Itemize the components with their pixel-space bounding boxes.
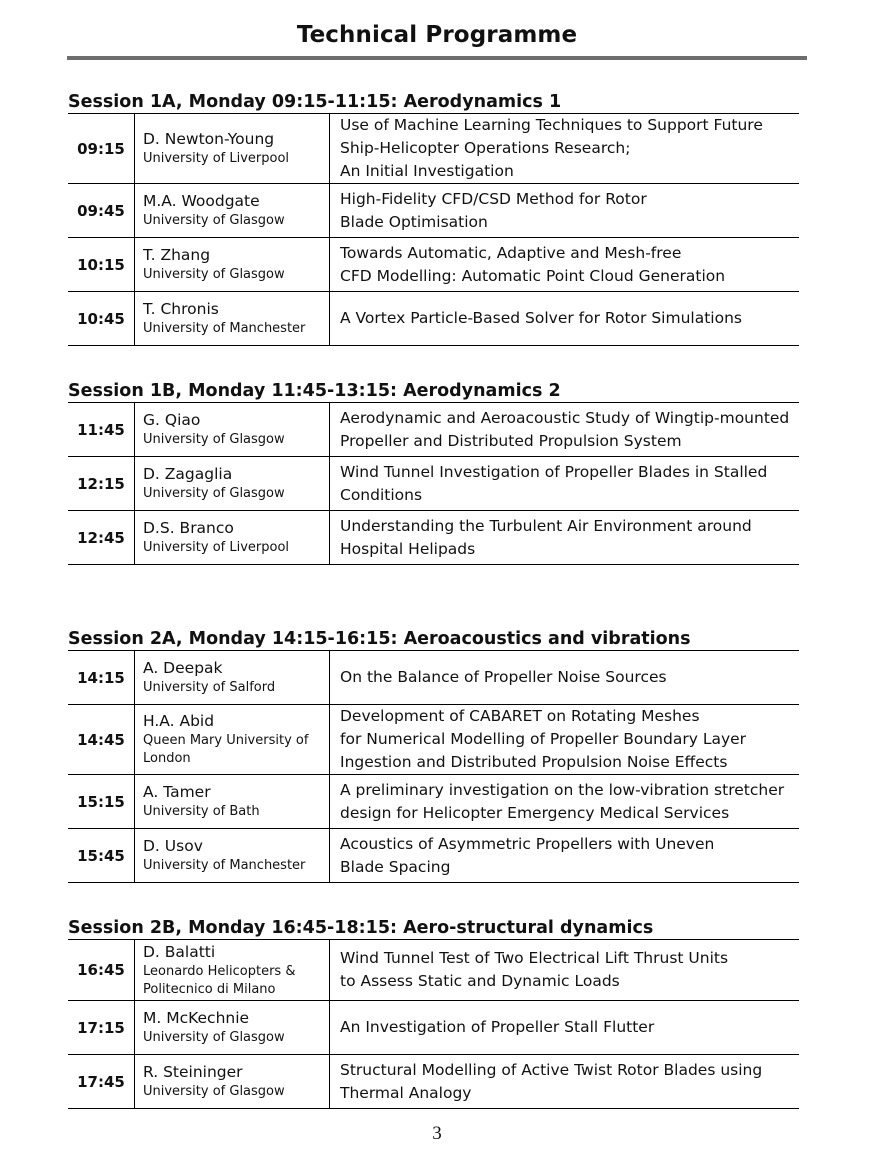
session-title: Session 2B, Monday 16:45-18:15: Aero-structural dynamics <box>68 918 654 938</box>
talk-time: 10:45 <box>68 292 135 346</box>
table-row <box>68 940 799 1001</box>
speaker-cell <box>135 403 330 457</box>
speaker-affiliation: Politecnico di Milano <box>143 981 276 997</box>
talk-title-line: An Investigation of Propeller Stall Flutter <box>340 1018 655 1036</box>
speaker-name: D.S. Branco <box>143 519 234 537</box>
speaker-affiliation: University of Glasgow <box>143 1030 285 1045</box>
table-row <box>68 238 799 292</box>
speaker-affiliation: London <box>143 751 191 766</box>
table-row <box>68 1001 799 1055</box>
talk-time: 15:15 <box>68 775 135 829</box>
speaker-name: M.A. Woodgate <box>143 192 260 210</box>
session-title: Session 1B, Monday 11:45-13:15: Aerodynamics 2 <box>68 381 561 401</box>
speaker-affiliation: University of Salford <box>143 680 276 695</box>
talk-title-cell <box>330 1055 800 1109</box>
table-row <box>68 775 799 829</box>
talk-time: 12:15 <box>68 457 135 511</box>
table-row <box>68 1055 799 1109</box>
table-row <box>68 184 799 238</box>
session-block <box>68 380 799 565</box>
talk-title-cell <box>330 1001 800 1055</box>
speaker-affiliation: University of Liverpool <box>143 540 290 555</box>
table-row <box>68 511 799 565</box>
talk-title-line: Towards Automatic, Adaptive and Mesh-free <box>340 243 682 262</box>
talk-time: 12:45 <box>68 511 135 565</box>
table-row <box>68 292 799 346</box>
talk-title-cell <box>330 829 800 883</box>
speaker-cell <box>135 238 330 292</box>
talk-time: 15:45 <box>68 829 135 883</box>
speaker-name: A. Deepak <box>143 659 223 677</box>
speaker-cell <box>135 705 330 775</box>
talk-title-line: An Initial Investigation <box>340 162 514 180</box>
title-divider <box>67 56 807 60</box>
talk-title-cell <box>330 403 800 457</box>
speaker-affiliation: University of Liverpool <box>143 151 290 166</box>
talk-time: 17:45 <box>68 1055 135 1109</box>
speaker-cell <box>135 940 330 1001</box>
table-row <box>68 705 799 775</box>
talk-title-line: Hospital Helipads <box>340 539 476 558</box>
talk-title-line: Structural Modelling of Active Twist Rotor Blades using <box>340 1060 763 1079</box>
table-row <box>68 114 799 184</box>
talk-time: 10:15 <box>68 238 135 292</box>
talk-title-line: for Numerical Modelling of Propeller Boundary Layer <box>340 730 747 748</box>
table-row <box>68 403 799 457</box>
speaker-name: D. Usov <box>143 837 203 855</box>
speaker-cell <box>135 184 330 238</box>
talk-title-line: Wind Tunnel Investigation of Propeller Blades in Stalled <box>340 462 768 481</box>
talk-title-line: Understanding the Turbulent Air Environment around <box>340 516 752 535</box>
talk-time: 11:45 <box>68 403 135 457</box>
talk-time: 14:15 <box>68 651 135 705</box>
speaker-cell <box>135 114 330 184</box>
talk-time: 16:45 <box>68 940 135 1001</box>
session-table <box>68 402 799 565</box>
speaker-name: D. Newton-Young <box>143 130 275 148</box>
speaker-cell <box>135 651 330 705</box>
speaker-cell <box>135 292 330 346</box>
talk-title-cell <box>330 114 800 184</box>
session-title: Session 2A, Monday 14:15-16:15: Aeroacoustics and vibrations <box>68 629 691 649</box>
speaker-cell <box>135 457 330 511</box>
speaker-affiliation: University of Glasgow <box>143 486 285 501</box>
speaker-cell <box>135 511 330 565</box>
speaker-cell <box>135 829 330 883</box>
talk-title-line: design for Helicopter Emergency Medical Services <box>340 803 730 822</box>
speaker-affiliation: Queen Mary University of <box>143 733 309 748</box>
session-table <box>68 939 799 1109</box>
table-row <box>68 829 799 883</box>
speaker-affiliation: University of Manchester <box>143 321 306 336</box>
speaker-name: D. Zagaglia <box>143 465 233 483</box>
talk-time: 09:15 <box>68 114 135 184</box>
talk-title-line: Wind Tunnel Test of Two Electrical Lift Thrust Units <box>340 949 729 967</box>
speaker-affiliation: University of Glasgow <box>143 267 285 282</box>
speaker-affiliation: Leonardo Helicopters & <box>143 963 296 979</box>
table-row <box>68 457 799 511</box>
talk-title-cell <box>330 705 800 775</box>
talk-title-line: Blade Optimisation <box>340 212 488 231</box>
session-block <box>68 91 799 346</box>
speaker-affiliation: University of Bath <box>143 804 260 819</box>
talk-title-cell <box>330 511 800 565</box>
talk-time: 09:45 <box>68 184 135 238</box>
talk-title-line: A preliminary investigation on the low-vibration stretcher <box>340 780 785 799</box>
talk-title-line: to Assess Static and Dynamic Loads <box>340 972 620 990</box>
talk-title-cell <box>330 238 800 292</box>
talk-title-line: Conditions <box>340 485 423 504</box>
session-table <box>68 113 799 346</box>
talk-title-cell <box>330 184 800 238</box>
speaker-cell <box>135 1001 330 1055</box>
table-row <box>68 651 799 705</box>
session-table <box>68 650 799 883</box>
talk-title-line: Ship-Helicopter Operations Research; <box>340 139 631 157</box>
page-number: 3 <box>432 1123 442 1144</box>
speaker-name: T. Chronis <box>143 300 219 318</box>
session-block <box>68 917 799 1109</box>
talk-title-line: Ingestion and Distributed Propulsion Noise Effects <box>340 753 728 771</box>
talk-title-cell <box>330 457 800 511</box>
speaker-cell <box>135 775 330 829</box>
speaker-name: R. Steininger <box>143 1063 243 1081</box>
session-title: Session 1A, Monday 09:15-11:15: Aerodynamics 1 <box>68 92 562 112</box>
talk-title-line: High-Fidelity CFD/CSD Method for Rotor <box>340 189 647 208</box>
talk-title-line: CFD Modelling: Automatic Point Cloud Generation <box>340 266 726 285</box>
speaker-cell <box>135 1055 330 1109</box>
talk-title-line: On the Balance of Propeller Noise Sources <box>340 668 667 686</box>
page-title: Technical Programme <box>296 22 578 48</box>
speaker-affiliation: University of Manchester <box>143 858 306 873</box>
talk-title-line: A Vortex Particle-Based Solver for Rotor Simulations <box>340 309 742 327</box>
talk-title-line: Thermal Analogy <box>340 1083 472 1102</box>
talk-title-cell <box>330 775 800 829</box>
talk-title-line: Aerodynamic and Aeroacoustic Study of Wingtip-mounted <box>340 408 790 427</box>
talk-title-cell <box>330 940 800 1001</box>
talk-time: 17:15 <box>68 1001 135 1055</box>
speaker-name: D. Balatti <box>143 942 216 961</box>
speaker-affiliation: University of Glasgow <box>143 1084 285 1099</box>
speaker-name: G. Qiao <box>143 411 201 429</box>
speaker-name: H.A. Abid <box>143 712 215 730</box>
talk-title-line: Use of Machine Learning Techniques to Support Future <box>340 116 763 134</box>
speaker-affiliation: University of Glasgow <box>143 213 285 228</box>
talk-title-line: Acoustics of Asymmetric Propellers with Uneven <box>340 834 715 853</box>
speaker-name: T. Zhang <box>143 246 211 264</box>
talk-title-line: Development of CABARET on Rotating Meshes <box>340 707 700 725</box>
session-block <box>68 628 799 883</box>
talk-title-line: Blade Spacing <box>340 857 451 876</box>
speaker-name: M. McKechnie <box>143 1009 250 1027</box>
talk-time: 14:45 <box>68 705 135 775</box>
talk-title-cell <box>330 292 800 346</box>
speaker-name: A. Tamer <box>143 783 211 801</box>
talk-title-line: Propeller and Distributed Propulsion System <box>340 431 682 450</box>
talk-title-cell <box>330 651 800 705</box>
speaker-affiliation: University of Glasgow <box>143 432 285 447</box>
